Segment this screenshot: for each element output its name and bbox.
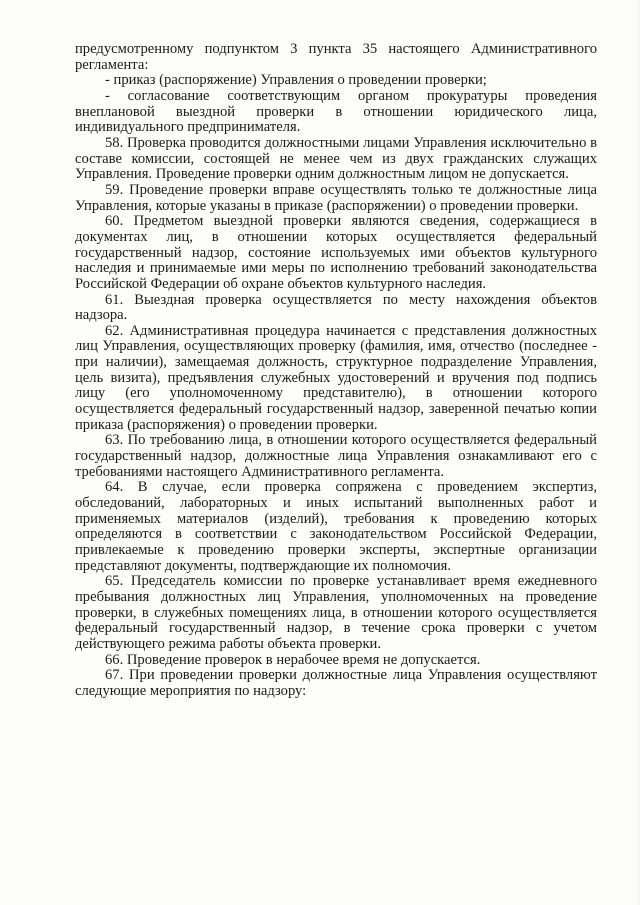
paragraph-64: 64. В случае, если проверка сопряжена с проведением экспертиз, обследований, лабораторных и иных испытаний выполненных работ и применяемых материалов (изделий), требования к проведению которых определяются в соответствии с законодательством Российской Федерации, привлекаемые к проведению проверки эксперты, экспертные организации представляют документы, подтверждающие их полномочия. <box>75 479 597 574</box>
list-item-order: - приказ (распоряжение) Управления о проведении проверки; <box>105 72 487 89</box>
paragraph-61: 61. Выездная проверка осуществляется по месту нахождения объектов надзора. <box>75 291 597 324</box>
paragraph-65: 65. Председатель комиссии по проверке устанавливает время ежедневного пребывания должностных лиц Управления, уполномоченных на проведение проверки, в служебных помещениях лица, в отношении которого осуществляется федеральный государственный надзор, в течение срока проверки с учетом действующего режима работы объекта проверки. <box>75 573 597 652</box>
paragraph-67: 67. При проведении проверки должностные лица Управления осуществляют следующие мероприятия по надзору: <box>75 667 597 699</box>
paragraph-63: 63. По требованию лица, в отношении которого осуществляется федеральный государственный надзор, должностные лица Управления ознакамливают его с требованиями настоящего Административного регламента. <box>75 432 597 480</box>
paragraph-58: 58. Проверка проводится должностными лицами Управления исключительно в составе комиссии, состоящей не менее чем из двух гражданских служащих Управления. Проведение проверки одним должностным лицом не допускается. <box>75 134 597 183</box>
scan-edge-shadow <box>634 0 640 905</box>
list-item-prosecutor-approval: - согласование соответствующим органом прокуратуры проведения внеплановой выездной проверки в отношении юридического лица, индивидуального предпринимателя. <box>75 87 597 136</box>
paragraph-continuation: предусмотренному подпунктом 3 пункта 35 настоящего Административного регламента: <box>75 41 597 73</box>
paragraph-62: 62. Административная процедура начинается с представления должностных лиц Управления, осуществляющих проверку (фамилия, имя, отчество (последнее - при наличии), замещаемая должность, структурное подразделение Управления, цель визита), предъявления служебных удостоверений и вручения под подпись лицу (его уполномоченному представителю), в отношении которого осуществляется федеральный государственный надзор, заверенной печатью копии приказа (распоряжения) о проведении проверки. <box>75 322 597 433</box>
document-body <box>75 42 597 700</box>
paragraph-66: 66. Проведение проверок в нерабочее время не допускается. <box>105 651 481 668</box>
paragraph-60: 60. Предметом выездной проверки являются сведения, содержащиеся в документах лиц, в отношении которых осуществляется федеральный государственный надзор, состояние используемых ими объектов культурного наследия и принимаемые ими меры по исполнению требований законодательства Российской Федерации об охране объектов культурного наследия. <box>75 213 597 292</box>
paragraph-59: 59. Проведение проверки вправе осуществлять только те должностные лица Управления, которые указаны в приказе (распоряжении) о проведении проверки. <box>75 181 597 214</box>
